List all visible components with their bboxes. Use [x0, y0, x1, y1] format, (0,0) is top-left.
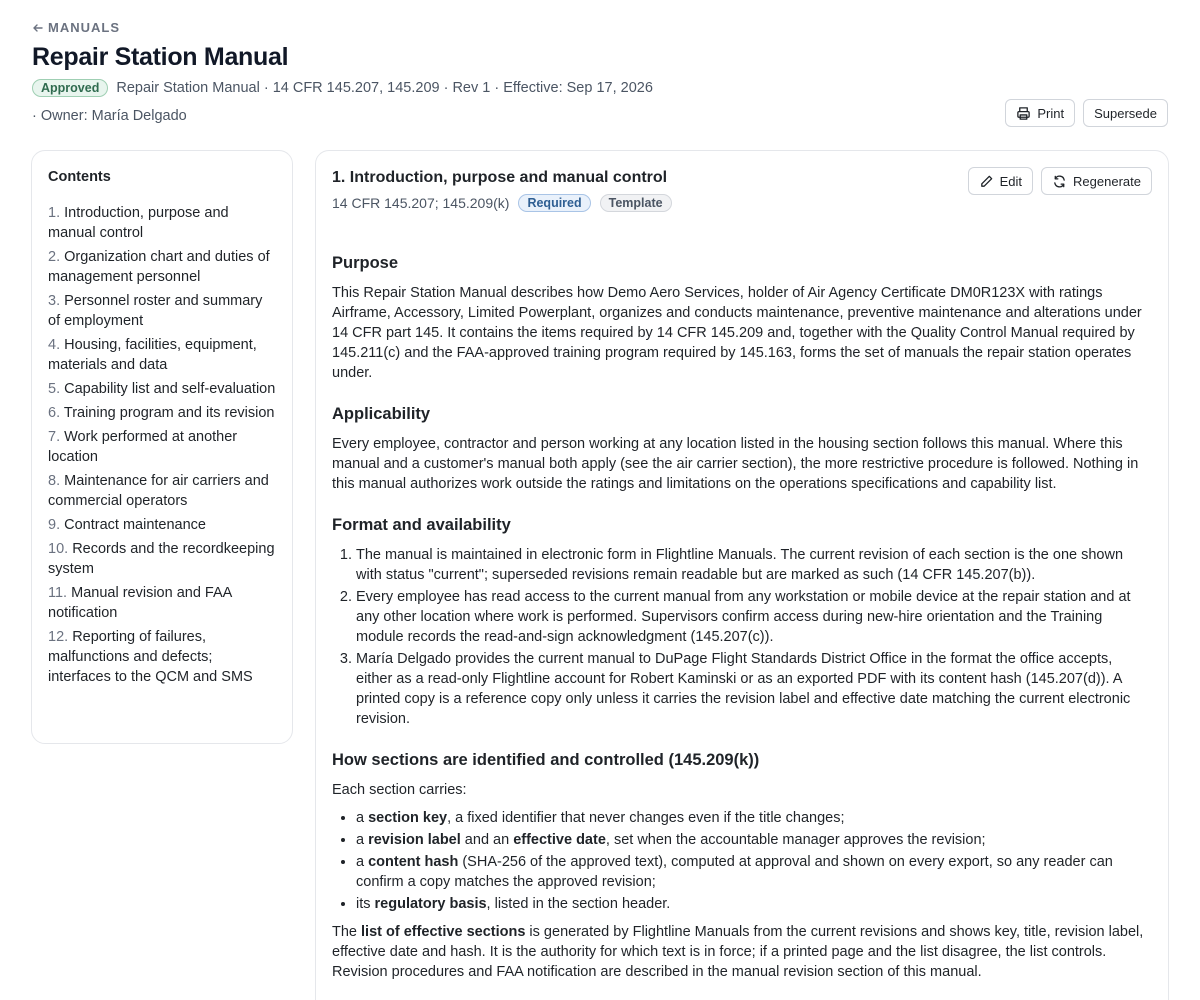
toc-item[interactable] — [48, 335, 276, 375]
regulatory-basis: 14 CFR 145.207; 145.209(k) — [332, 195, 510, 211]
list-item: 1. The manual is maintained in electronic form in Flightline Manuals. The current revision of each section is the one shown with status "current"; superseded revisions remain readable but are marked as such (14 CFR 145.207(b)). — [356, 545, 1152, 585]
section-title: 1. Introduction, purpose and manual control — [332, 169, 668, 186]
effective-sections-text — [332, 922, 1152, 982]
manual-meta-text: Repair Station Manual · 14 CFR 145.207, 145.209 · Rev 1 · Effective: Sep 17, 2026 — [116, 80, 653, 96]
toc-item[interactable] — [48, 291, 276, 331]
section-panel — [315, 150, 1169, 1000]
supersede-button[interactable] — [1083, 99, 1168, 127]
bold-term: effective date — [513, 832, 606, 848]
bold-term: content hash — [368, 854, 459, 870]
toc-item-label: Training program and its revision — [63, 405, 275, 421]
toc-item-number: 7. — [48, 429, 61, 445]
toc-item-label: Records and the recordkeeping system — [48, 541, 275, 577]
pencil-icon — [979, 174, 994, 189]
purpose-text: This Repair Station Manual describes how Demo Aero Services, holder of Air Agency Certificate DM0R123X with ratings Airframe, Accessory, Limited Powerplant, organizes and conducts maintenance, preventive maintenance and alterations under 14 CFR part 145. It contains the items required by 14 CFR 145.209 and, together with the Quality Control Manual required by 145.211(c) and the FAA-approved training program required by 145.163, forms the set of manuals the repair station operates under. — [332, 285, 1142, 381]
toc-list — [48, 203, 276, 687]
text-segment: and an — [460, 832, 514, 848]
page-title: Repair Station Manual — [32, 43, 289, 71]
toc-item[interactable] — [48, 539, 276, 579]
toc-item-label: Maintenance for air carriers and commercial operators — [48, 473, 269, 509]
section-actions — [968, 167, 1152, 195]
control-intro: Each section carries: — [332, 782, 467, 798]
toc-item-number: 2. — [48, 249, 61, 265]
toc-item[interactable] — [48, 247, 276, 287]
toc-item[interactable] — [48, 379, 276, 399]
text-segment: The — [332, 924, 362, 940]
toc-item-label: Contract maintenance — [64, 517, 206, 533]
toc-item[interactable] — [48, 403, 276, 423]
edit-button-label: Edit — [999, 173, 1023, 189]
arrow-left-icon — [32, 22, 44, 34]
toc-item-number: 10. — [48, 541, 69, 557]
toc-item-label: Introduction, purpose and manual control — [48, 205, 229, 241]
toc-item-number: 6. — [48, 405, 61, 421]
list-item: 3. María Delgado provides the current manual to DuPage Flight Standards District Office in the format the office accepts, either as a read-only Flightline account for Robert Kaminski or as an exported PDF with its content hash (145.207(d)). A printed copy is a reference copy only unless it carries the revision label and effective date matching the current electronic revision. — [356, 649, 1152, 729]
format-list — [332, 545, 1152, 729]
toc-item-number: 5. — [48, 381, 61, 397]
toc-item-number: 11. — [48, 585, 68, 601]
toc-item-label: Housing, facilities, equipment, materials and data — [48, 337, 257, 373]
toc-item-number: 12. — [48, 629, 69, 645]
list-item — [356, 894, 1152, 914]
text-segment: a — [356, 854, 369, 870]
bold-term: list of effective sections — [361, 924, 526, 940]
toc-item-label: Capability list and self-evaluation — [64, 381, 276, 397]
applicability-text: Every employee, contractor and person working at any location listed in the housing section follows this manual. Where this manual and a customer's manual both apply (see the air carrier section), the more restrictive procedure is followed. Nothing in this manual authorizes work outside the ratings and limitations on the operations specifications and capability list. — [332, 436, 1139, 492]
text-segment: , set when the accountable manager approves the revision; — [605, 832, 986, 848]
toc-item-number: 4. — [48, 337, 61, 353]
back-link-label: MANUALS — [48, 20, 120, 35]
section-body — [332, 254, 1152, 982]
toc-item-label: Manual revision and FAA notification — [48, 585, 232, 621]
bold-term: revision label — [368, 832, 461, 848]
edit-button[interactable] — [968, 167, 1033, 195]
supersede-button-label: Supersede — [1094, 105, 1157, 121]
text-segment: (SHA-256 of the approved text), computed at approval and shown on every export, so any reader can confirm a copy matches the approved revision; — [356, 854, 1113, 890]
toc-item-number: 3. — [48, 293, 61, 309]
print-button-label: Print — [1037, 105, 1065, 121]
refresh-icon — [1052, 174, 1067, 189]
text-segment: a — [356, 810, 369, 826]
table-of-contents — [31, 150, 293, 744]
required-badge: Required — [518, 194, 590, 212]
list-item — [356, 852, 1152, 892]
text-segment: a — [356, 832, 369, 848]
text-segment: , a fixed identifier that never changes even if the title changes; — [447, 810, 845, 826]
printer-icon — [1016, 106, 1031, 121]
toc-item-label: Organization chart and duties of management personnel — [48, 249, 270, 285]
status-badge: Approved — [32, 79, 108, 97]
toc-item-number: 1. — [48, 205, 61, 221]
header-actions — [1005, 99, 1168, 127]
toc-title: Contents — [48, 169, 111, 185]
toc-item-number: 8. — [48, 473, 61, 489]
toc-item[interactable] — [48, 583, 276, 623]
toc-item[interactable] — [48, 427, 276, 467]
toc-item-number: 9. — [48, 517, 61, 533]
bold-term: regulatory basis — [374, 896, 487, 912]
toc-item-label: Work performed at another location — [48, 429, 238, 465]
control-heading: How sections are identified and controlled (145.209(k)) — [332, 751, 760, 769]
regenerate-button[interactable] — [1041, 167, 1152, 195]
toc-item[interactable] — [48, 515, 276, 535]
back-link[interactable] — [32, 20, 120, 35]
manual-meta — [32, 79, 653, 97]
text-segment: is generated by Flightline Manuals from the current revisions and shows key, title, revision label, effective date and hash. It is the authority for which text is in force; if a printed page and the list disagree, the list controls. Revision procedures and FAA notification are described in the manual revision section of this manual. — [332, 924, 1144, 980]
format-heading: Format and availability — [332, 516, 511, 534]
toc-item-label: Personnel roster and summary of employment — [48, 293, 263, 329]
print-button[interactable] — [1005, 99, 1075, 127]
bold-term: section key — [368, 810, 448, 826]
template-badge: Template — [600, 194, 672, 212]
applicability-heading: Applicability — [332, 405, 431, 423]
text-segment: its — [356, 896, 375, 912]
regenerate-button-label: Regenerate — [1073, 173, 1141, 189]
toc-item-label: Reporting of failures, malfunctions and defects; interfaces to the QCM and SMS — [48, 629, 253, 685]
toc-item[interactable] — [48, 471, 276, 511]
text-segment: , listed in the section header. — [486, 896, 671, 912]
purpose-heading: Purpose — [332, 254, 399, 272]
control-list — [332, 808, 1152, 914]
list-item: 2. Every employee has read access to the current manual from any workstation or mobile device at the repair station and at any other location where work is performed. Supervisors confirm access during new-hire orientation and the Training module records the read-and-sign acknowledgment (145.207(c)). — [356, 587, 1152, 647]
toc-item[interactable] — [48, 203, 276, 243]
section-meta — [332, 194, 1152, 212]
manual-owner: · Owner: María Delgado — [32, 108, 187, 124]
toc-item[interactable] — [48, 627, 276, 687]
list-item — [356, 808, 1152, 828]
list-item — [356, 830, 1152, 850]
